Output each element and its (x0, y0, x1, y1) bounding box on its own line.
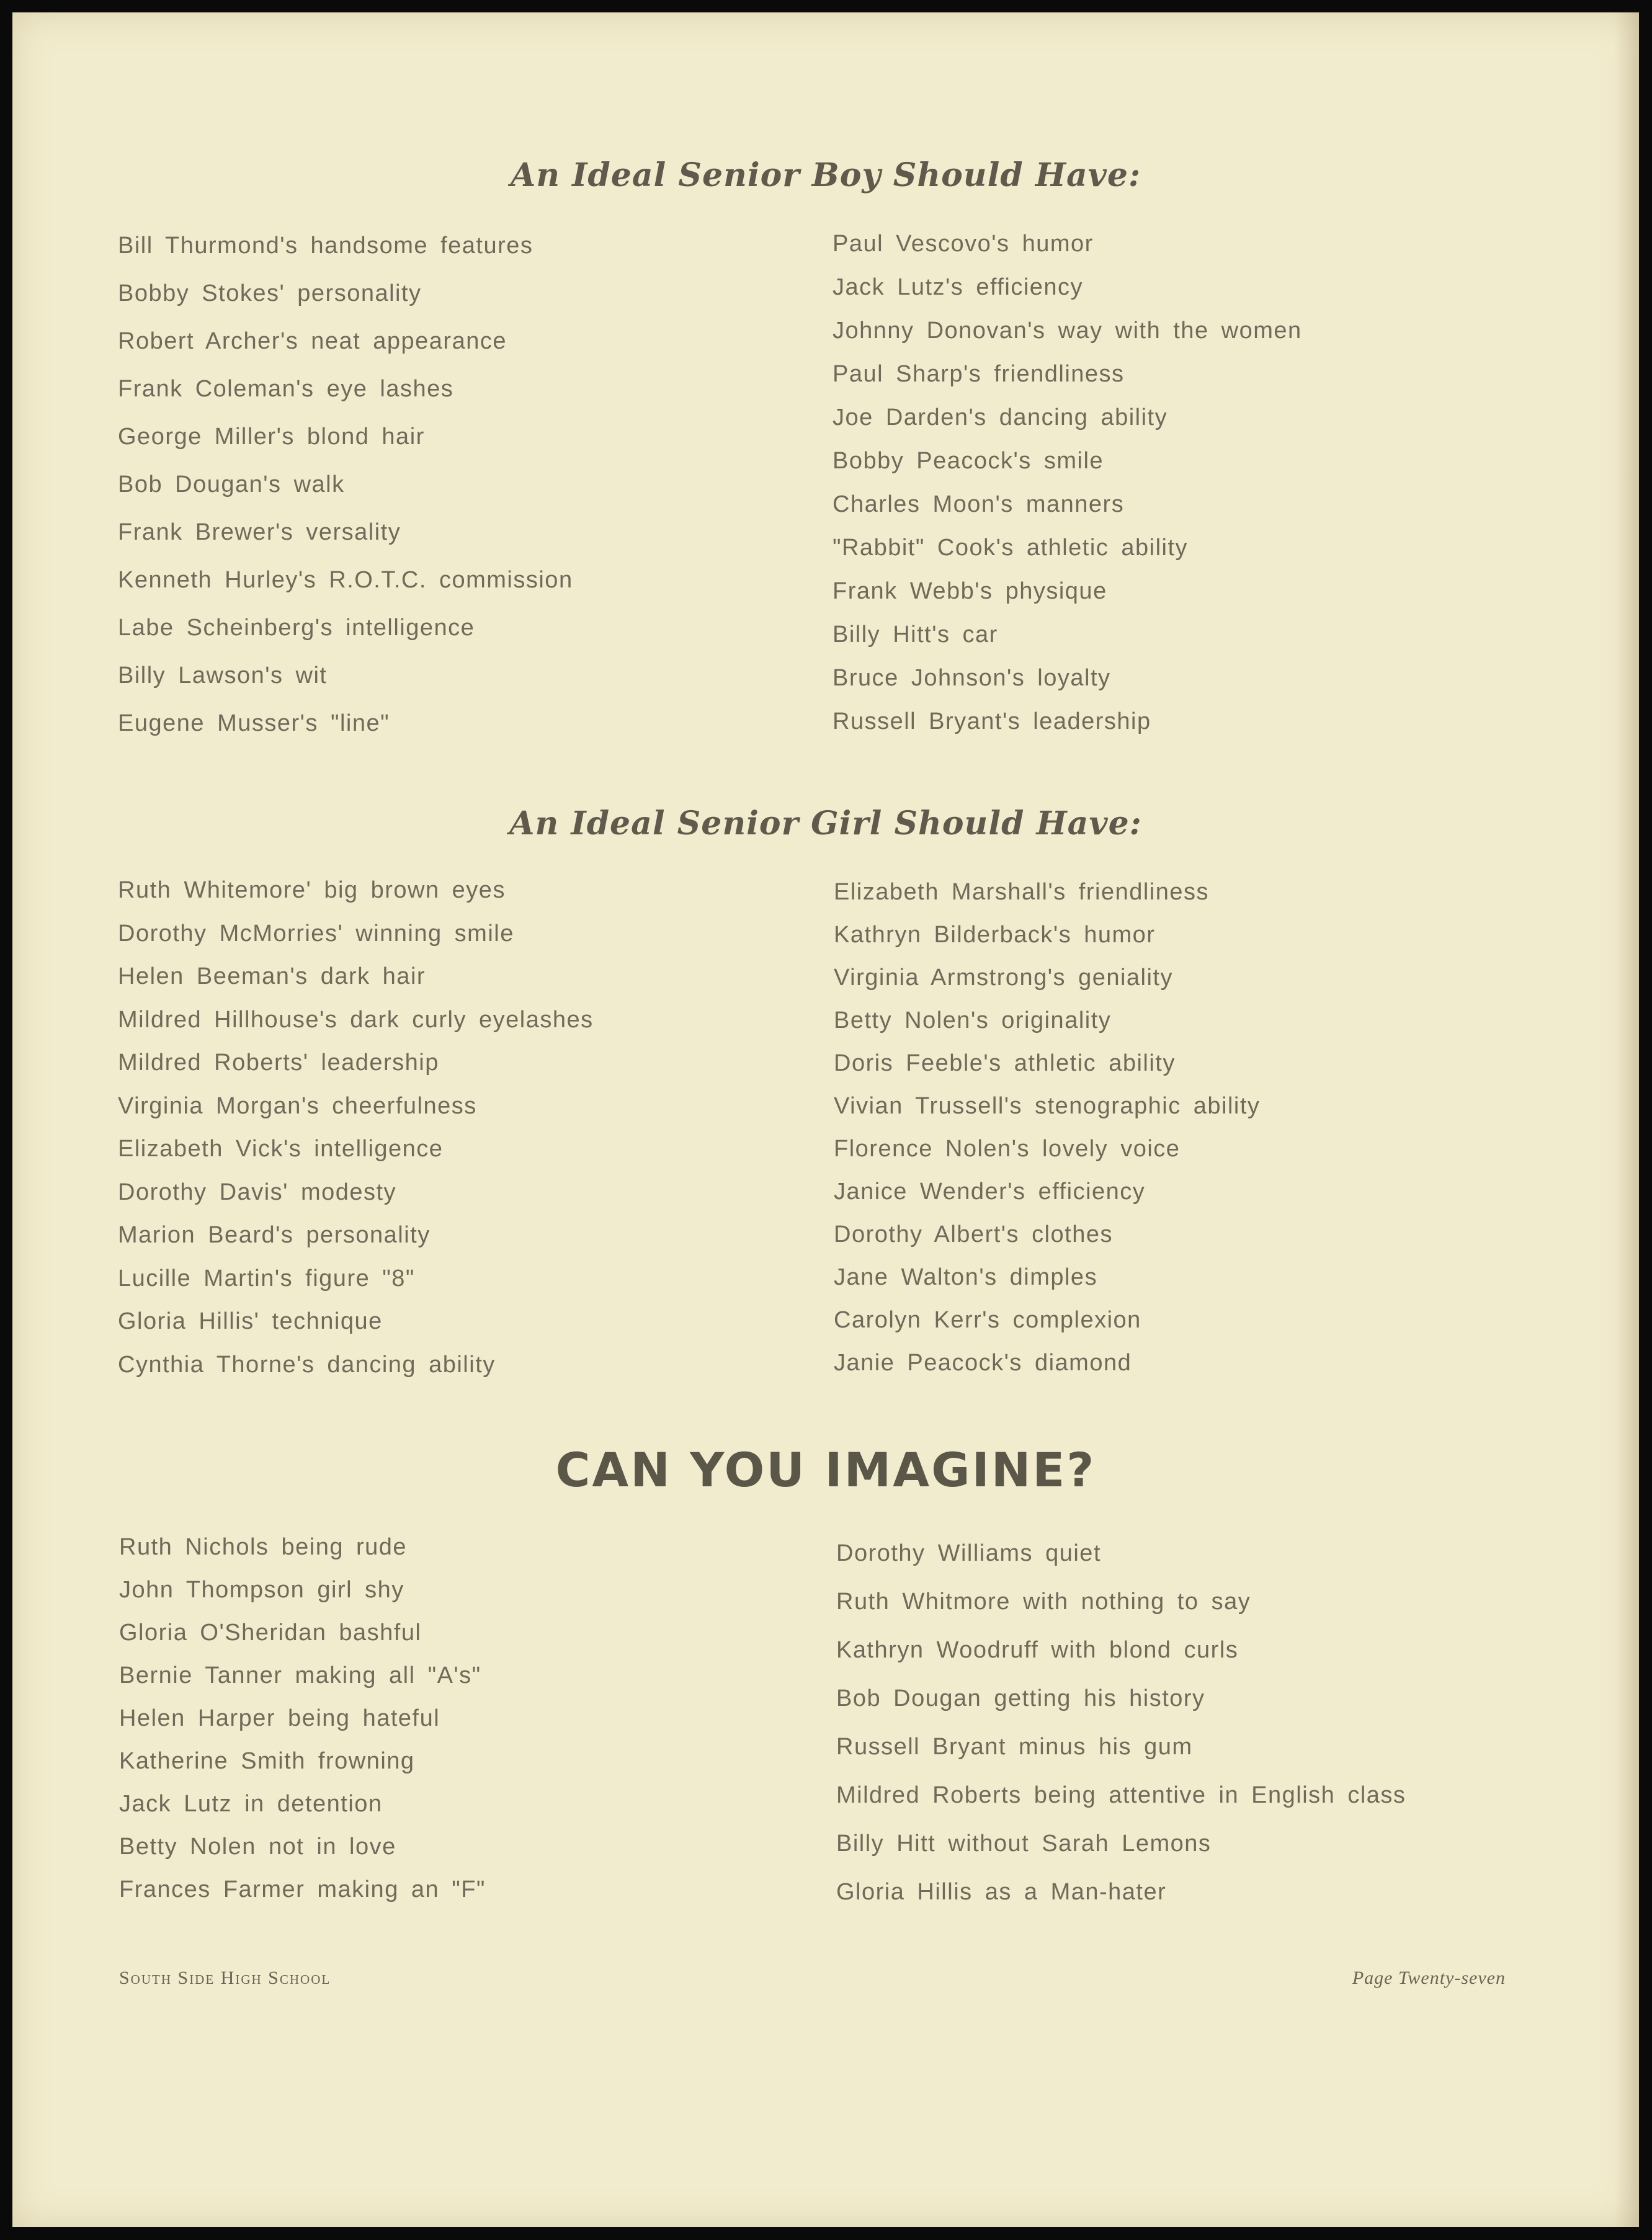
girl-list-right (834, 871, 1260, 1385)
page-edge-shading (1614, 12, 1639, 2227)
list-item: Ruth Nichols being rude (119, 1534, 408, 1560)
girl-section-heading: An Ideal Senior Girl Should Have: (509, 805, 1142, 842)
list-item: Helen Beeman's dark hair (118, 963, 426, 989)
list-item: Russell Bryant's leadership (833, 708, 1151, 734)
list-item: Bob Dougan getting his history (836, 1685, 1205, 1711)
list-item: Billy Hitt's car (833, 622, 998, 648)
list-item: Kathryn Bilderback's humor (834, 922, 1156, 948)
list-item: Jack Lutz's efficiency (833, 274, 1084, 300)
list-item: Paul Sharp's friendliness (833, 361, 1125, 387)
list-item: Mildred Roberts being attentive in English class (836, 1782, 1406, 1808)
list-item: Virginia Armstrong's geniality (834, 965, 1174, 991)
list-item: George Miller's blond hair (118, 424, 425, 450)
list-item: Billy Lawson's wit (118, 663, 328, 689)
list-item: Bob Dougan's walk (118, 471, 345, 498)
list-item: Carolyn Kerr's complexion (834, 1307, 1141, 1333)
list-item: Janie Peacock's diamond (834, 1350, 1132, 1376)
list-item: Frank Coleman's eye lashes (118, 376, 454, 402)
girl-list-left (118, 869, 594, 1386)
list-item: Katherine Smith frowning (119, 1748, 415, 1774)
list-item: Billy Hitt without Sarah Lemons (836, 1831, 1212, 1857)
list-item: Elizabeth Marshall's friendliness (834, 879, 1209, 905)
list-item: Frances Farmer making an "F" (119, 1876, 486, 1903)
list-item: Cynthia Thorne's dancing ability (118, 1351, 496, 1378)
list-item: Helen Harper being hateful (119, 1705, 440, 1731)
boy-list-right (833, 222, 1302, 743)
boy-list-left (118, 222, 573, 747)
yearbook-page (12, 12, 1639, 2227)
list-item: Eugene Musser's "line" (118, 710, 390, 736)
list-item: Bill Thurmond's handsome features (118, 233, 534, 259)
list-item: Kathryn Woodruff with blond curls (836, 1637, 1239, 1663)
list-item: Marion Beard's personality (118, 1222, 431, 1248)
imagine-list-right (836, 1529, 1406, 1916)
list-item: Ruth Whitmore with nothing to say (836, 1589, 1251, 1615)
list-item: Elizabeth Vick's intelligence (118, 1136, 444, 1162)
list-item: Doris Feeble's athletic ability (834, 1050, 1176, 1076)
list-item: Joe Darden's dancing ability (833, 404, 1168, 431)
footer-page-number: Page Twenty-seven (1352, 1968, 1506, 1988)
list-item: Russell Bryant minus his gum (836, 1734, 1193, 1760)
list-item: Dorothy Davis' modesty (118, 1179, 397, 1205)
list-item: Dorothy Albert's clothes (834, 1221, 1113, 1247)
list-item: Virginia Morgan's cheerfulness (118, 1092, 477, 1119)
list-item: Dorothy McMorries' winning smile (118, 920, 514, 947)
list-item: Florence Nolen's lovely voice (834, 1136, 1181, 1162)
imagine-list-left (119, 1526, 486, 1911)
list-item: Bernie Tanner making all "A's" (119, 1662, 481, 1689)
boy-section-heading: An Ideal Senior Boy Should Have: (510, 156, 1141, 194)
list-item: Labe Scheinberg's intelligence (118, 615, 475, 641)
list-item: Gloria Hillis' technique (118, 1308, 383, 1334)
list-item: Bobby Stokes' personality (118, 280, 422, 306)
list-item: John Thompson girl shy (119, 1577, 404, 1603)
list-item: Kenneth Hurley's R.O.T.C. commission (118, 567, 573, 593)
list-item: Gloria O'Sheridan bashful (119, 1620, 422, 1646)
list-item: Robert Archer's neat appearance (118, 328, 507, 354)
list-item: Janice Wender's efficiency (834, 1179, 1146, 1205)
list-item: Jack Lutz in detention (119, 1791, 383, 1817)
list-item: "Rabbit" Cook's athletic ability (833, 535, 1189, 561)
list-item: Vivian Trussell's stenographic ability (834, 1093, 1261, 1119)
list-item: Betty Nolen's originality (834, 1007, 1112, 1033)
list-item: Bobby Peacock's smile (833, 448, 1104, 474)
footer-school-name: South Side High School (119, 1968, 331, 1988)
list-item: Charles Moon's manners (833, 491, 1125, 517)
list-item: Dorothy Williams quiet (836, 1540, 1101, 1566)
list-item: Frank Webb's physique (833, 578, 1107, 604)
list-item: Mildred Roberts' leadership (118, 1050, 439, 1076)
list-item: Frank Brewer's versality (118, 519, 401, 545)
list-item: Ruth Whitemore' big brown eyes (118, 877, 506, 903)
list-item: Betty Nolen not in love (119, 1834, 396, 1860)
list-item: Mildred Hillhouse's dark curly eyelashes (118, 1006, 594, 1033)
list-item: Johnny Donovan's way with the women (833, 318, 1302, 344)
list-item: Lucille Martin's figure "8" (118, 1265, 415, 1292)
list-item: Paul Vescovo's humor (833, 231, 1094, 257)
list-item: Gloria Hillis as a Man-hater (836, 1879, 1167, 1905)
list-item: Jane Walton's dimples (834, 1264, 1098, 1290)
list-item: Bruce Johnson's loyalty (833, 665, 1111, 691)
imagine-section-heading: CAN YOU IMAGINE? (555, 1442, 1096, 1497)
